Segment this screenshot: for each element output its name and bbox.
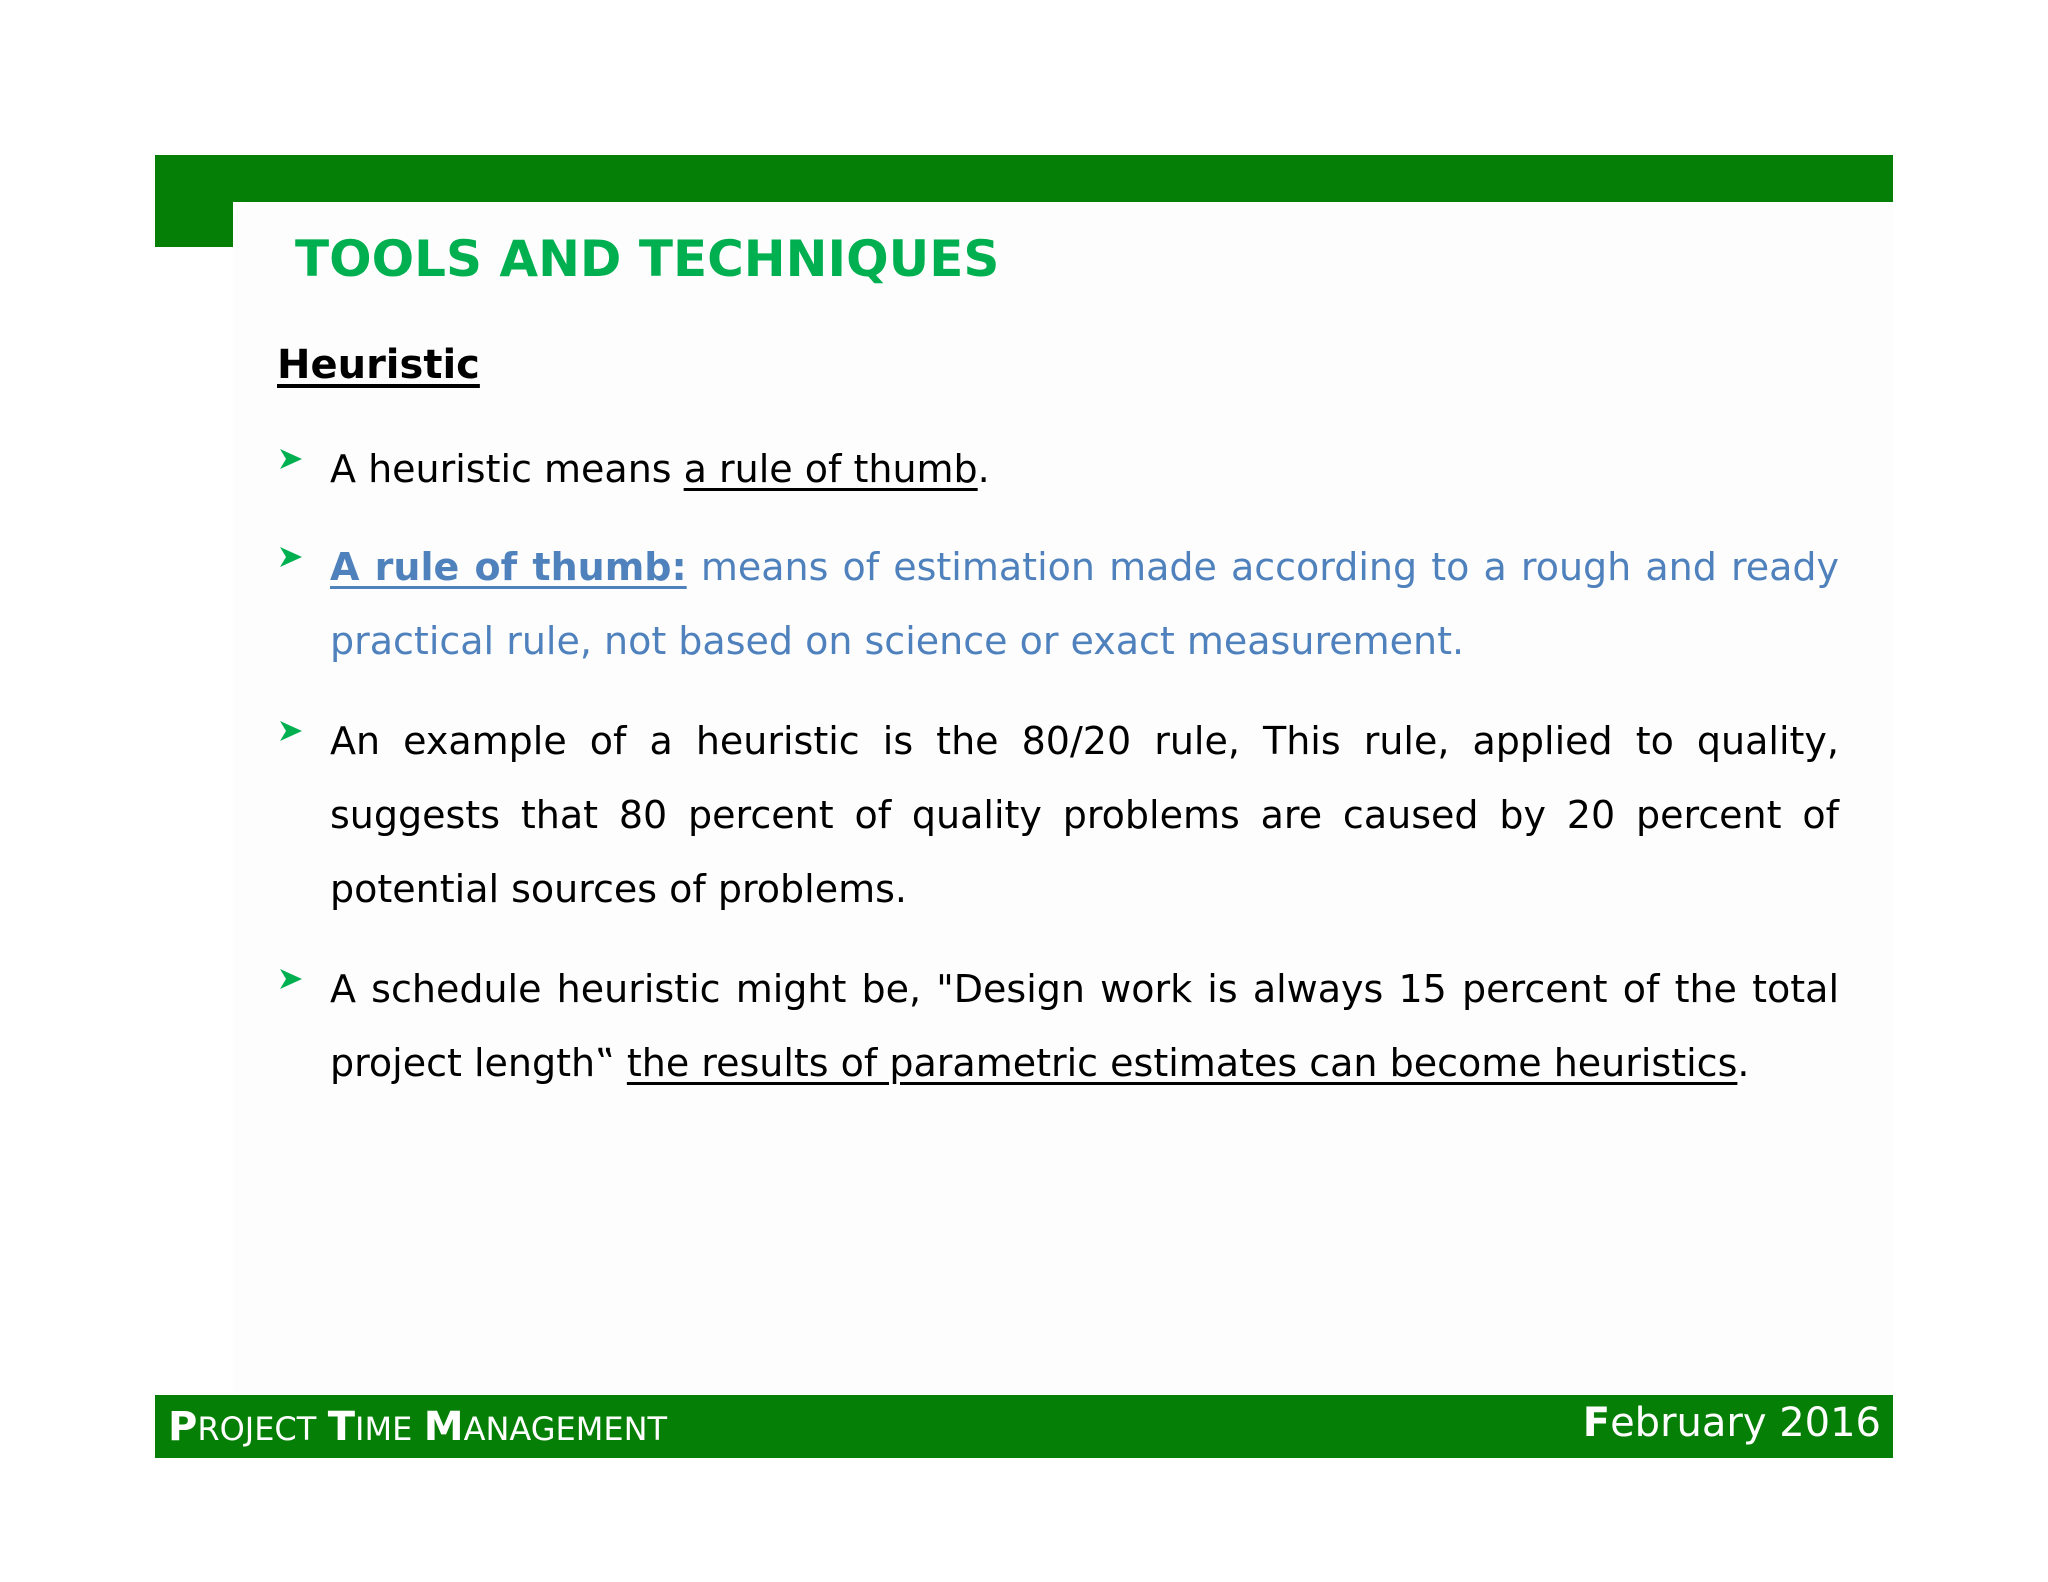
header-band: [155, 155, 1893, 202]
slide-subtitle: Heuristic: [277, 342, 480, 388]
underlined-phrase: the results of parametric estimates can become heuristics: [626, 1041, 1738, 1085]
definition-text: means of estimation made according to a rough and ready practical rule, not based on science or exact measurement.: [330, 545, 1840, 663]
arrow-bullet-icon: [279, 546, 303, 568]
bullet-text: A heuristic means a rule of thumb.: [330, 447, 990, 491]
bullet-item: [279, 432, 1839, 506]
arrow-bullet-icon: [279, 968, 303, 990]
bullet-item: [279, 530, 1839, 678]
header-corner-tab: [155, 155, 233, 247]
bullet-item: [279, 704, 1839, 926]
bullet-item: [279, 952, 1839, 1100]
footer-bar: [155, 1395, 1893, 1458]
footer-date: February 2016: [1582, 1400, 1881, 1446]
arrow-bullet-icon: [279, 448, 303, 470]
underlined-phrase: a rule of thumb: [683, 447, 978, 491]
slide-title: TOOLS AND TECHNIQUES: [295, 230, 1000, 288]
arrow-bullet-icon: [279, 720, 303, 742]
bullet-text: A schedule heuristic might be, "Design work is always 15 percent of the total project length‟ the results of parametric estimates can become heuristics.: [330, 967, 1839, 1085]
footer-topic: PROJECT TIME MANAGEMENT: [168, 1404, 668, 1450]
bullet-text: [330, 530, 1839, 678]
bullet-text: An example of a heuristic is the 80/20 rule, This rule, applied to quality, suggests that 80 percent of quality problems are caused by 20 percent of potential sources of problems.: [330, 719, 1839, 911]
definition-term: A rule of thumb:: [330, 545, 687, 589]
